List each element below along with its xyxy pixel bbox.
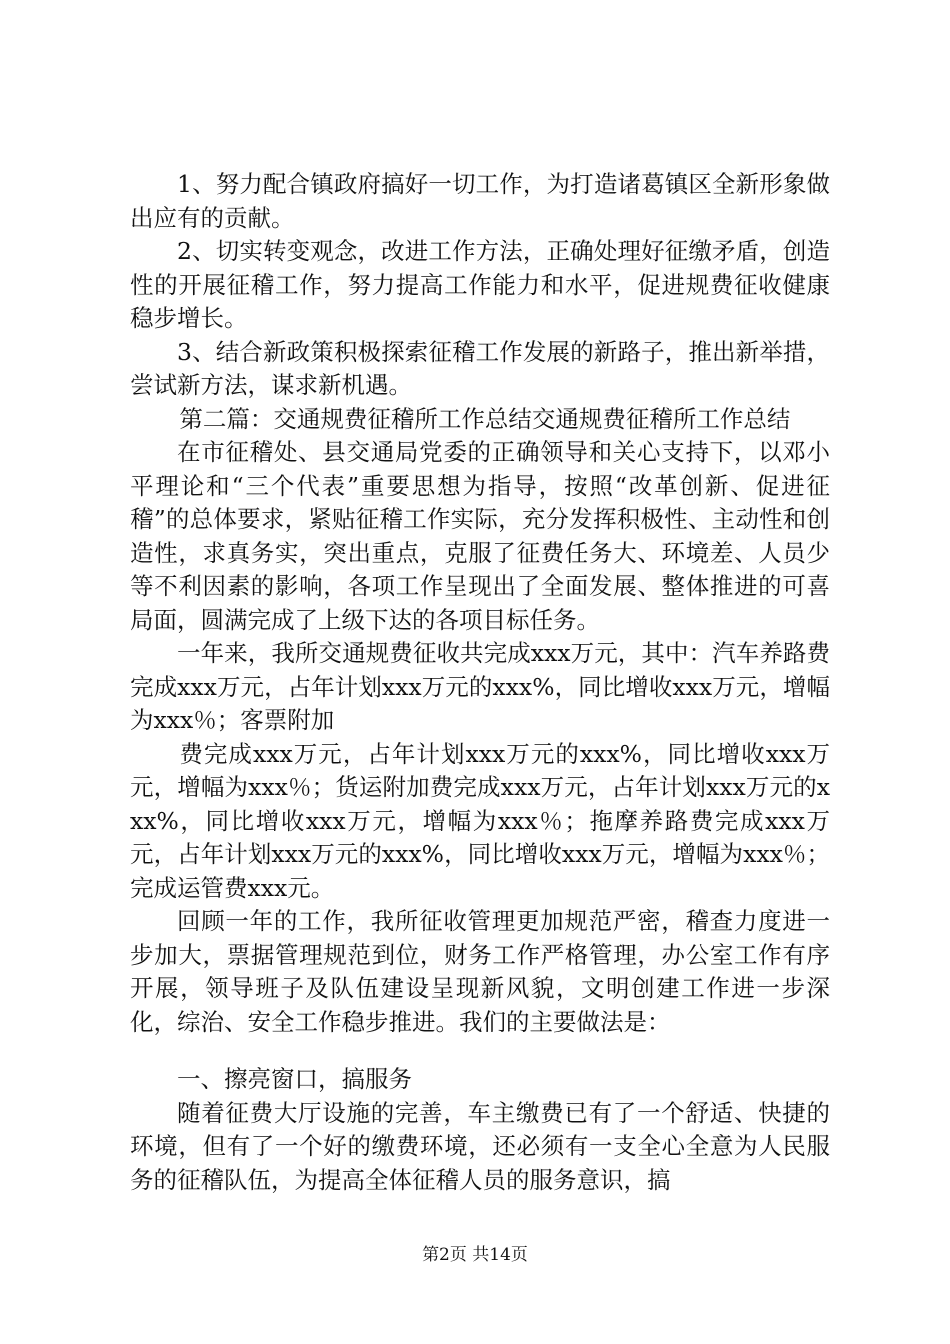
paragraph-item-1: 1、努力配合镇政府搞好一切工作，为打造诸葛镇区全新形象做出应有的贡献。 — [130, 170, 830, 232]
revenue-paragraph: 一年来，我所交通规费征收共完成xxx万元，其中：汽车养路费完成xxx万元，占年计划xxx万元的xxx%，同比增收xxx万元，增幅为xxx％；客票附加 — [130, 639, 830, 734]
service-paragraph: 随着征费大厅设施的完善，车主缴费已有了一个舒适、快捷的环境，但有了一个好的缴费环境，还必须有一支全心全意为人民服务的征稽队伍，为提高全体征稽人员的服务意识，搞 — [130, 1098, 830, 1194]
document-body — [130, 168, 830, 1197]
page-number-footer: 第2页 共14页 — [422, 1245, 528, 1265]
paragraph-item-2: 2、切实转变观念，改进工作方法，正确处理好征缴矛盾，创造性的开展征稽工作，努力提高工作能力和水平，促进规费征收健康稳步增长。 — [130, 237, 830, 332]
intro-paragraph: 在市征稽处、县交通局党委的正确领导和关心支持下，以邓小平理论和“三个代表”重要思想为指导，按照“改革创新、促进征稽”的总体要求，紧贴征稽工作实际，充分发挥积极性、主动性和创造性，求真务实，突出重点，克服了征费任务大、环境差、人员少等不利因素的影响，各项工作呈现出了全面发展、整体推进的可喜局面，圆满完成了上级下达的各项目标任务。 — [130, 438, 830, 634]
subsection-heading: 一、擦亮窗口，搞服务 — [177, 1065, 412, 1093]
section-title: 第二篇：交通规费征稽所工作总结交通规费征稽所工作总结 — [179, 404, 791, 433]
revenue-paragraph-continued: 费完成xxx万元，占年计划xxx万元的xxx%，同比增收xxx万元，增幅为xxx％；货运附加费完成xxx万元，占年计划xxx万元的xxx%，同比增收xxx万元，增幅为xxx％；拖摩养路费完成xxx万元，占年计划xxx万元的xxx%，同比增收xxx万元，增幅为xxx％；完成运管费xxx元。 — [130, 739, 830, 902]
review-paragraph: 回顾一年的工作，我所征收管理更加规范严密，稽查力度进一步加大，票据管理规范到位，财务工作严格管理，办公室工作有序开展，领导班子及队伍建设呈现新风貌，文明创建工作进一步深化，综治、安全工作稳步推进。我们的主要做法是： — [130, 907, 830, 1036]
paragraph-item-3: 3、结合新政策积极探索征稽工作发展的新路子，推出新举措，尝试新方法，谋求新机遇。 — [130, 337, 830, 399]
